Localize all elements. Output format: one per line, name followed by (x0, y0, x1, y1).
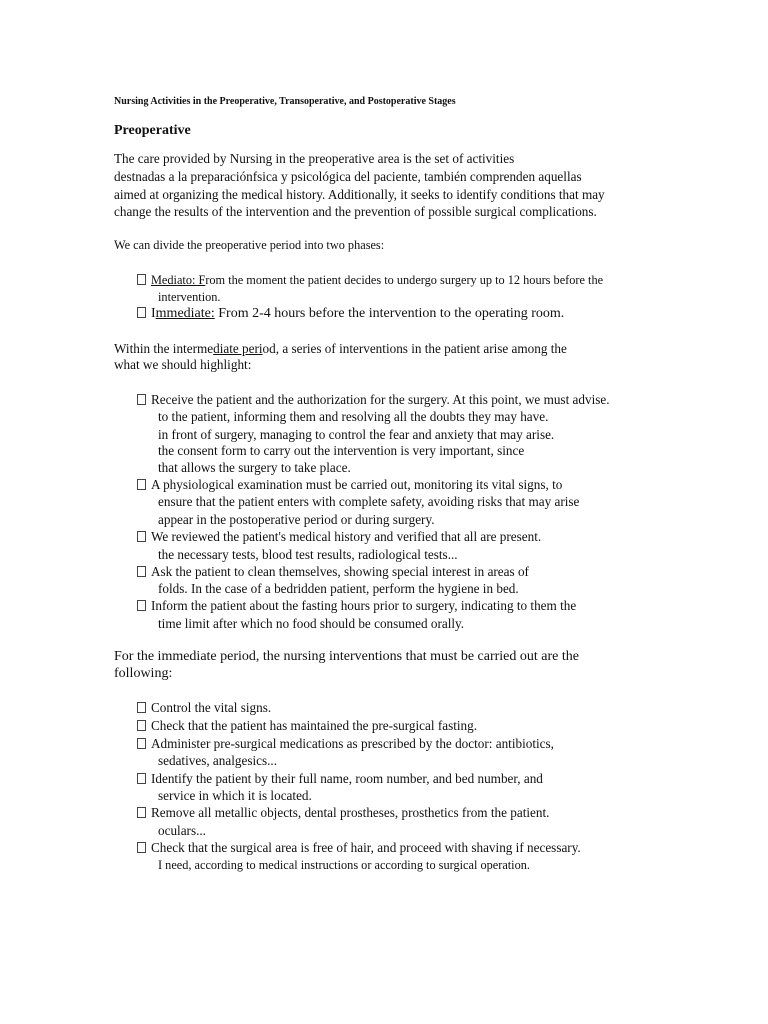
list-item (137, 717, 477, 734)
intro-line: change the results of the intervention and the prevention of possible surgical complications. (114, 204, 597, 219)
list-item (137, 699, 271, 716)
bullet-glyph-icon (137, 394, 146, 405)
intermediate-intro-line (114, 340, 567, 357)
phase-mediato (137, 272, 603, 289)
list-item (137, 476, 562, 493)
list-item-cont: in front of surgery, managing to control the fear and anxiety that may arise. (158, 427, 555, 442)
list-item-text: Identify the patient by their full name, room number, and bed number, and (151, 771, 543, 786)
bullet-glyph-icon (137, 773, 146, 784)
list-item-cont: oculars... (158, 823, 206, 838)
mediato-text: rom the moment the patient decides to undergo surgery up to 12 hours before the (205, 273, 604, 287)
intermediate-intro-b: diate peri (213, 341, 263, 356)
list-item-cont: time limit after which no food should be consumed orally. (158, 616, 465, 631)
bullet-glyph-icon (137, 720, 146, 731)
list-item-cont: appear in the postoperative period or during surgery. (158, 512, 435, 527)
list-item-text: A physiological examination must be carried out, monitoring its vital signs, to (151, 477, 563, 492)
list-item (137, 528, 541, 545)
list-item-text: Check that the patient has maintained the pre-surgical fasting. (151, 718, 478, 733)
intro-line: destnadas a la preparaciónfsica y psicológica del paciente, también comprenden aquellas (114, 169, 582, 184)
immediate-prefix: I (151, 306, 156, 321)
bullet-glyph-icon (137, 479, 146, 490)
bullet-glyph-icon (137, 307, 146, 318)
section-heading: Preoperative (114, 123, 191, 138)
bullet-glyph-icon (137, 842, 146, 853)
list-item-text: Receive the patient and the authorization for the surgery. At this point, we must advise. (151, 392, 610, 407)
list-item-cont: service in which it is located. (158, 788, 312, 803)
list-item-text: Control the vital signs. (151, 700, 272, 715)
list-item (137, 735, 554, 752)
intro-line: aimed at organizing the medical history. Additionally, it seeks to identify conditions that may (114, 187, 605, 202)
list-item-text: Remove all metallic objects, dental prostheses, prosthetics from the patient. (151, 805, 550, 820)
bullet-glyph-icon (137, 274, 146, 285)
list-item-cont: the consent form to carry out the intervention is very important, since (158, 443, 525, 458)
bullet-glyph-icon (137, 738, 146, 749)
bullet-glyph-icon (137, 531, 146, 542)
list-item (137, 391, 610, 408)
document-title: Nursing Activities in the Preoperative, Transoperative, and Postoperative Stages (114, 96, 456, 107)
list-item (137, 839, 581, 856)
list-item-cont: ensure that the patient enters with complete safety, avoiding risks that may arise (158, 494, 580, 509)
phase-immediate (137, 305, 564, 322)
list-item-cont: the necessary tests, blood test results, radiological tests... (158, 547, 458, 562)
intermediate-intro-c: od, a series of interventions in the patient arise among the (262, 341, 567, 356)
bullet-glyph-icon (137, 702, 146, 713)
list-item (137, 804, 549, 821)
list-item-text: Inform the patient about the fasting hours prior to surgery, indicating to them the (151, 598, 577, 613)
intermediate-intro-a: Within the interme (114, 341, 214, 356)
immediate-intro-line: For the immediate period, the nursing interventions that must be carried out are the (114, 649, 579, 664)
immediate-label: mmediate: (155, 306, 215, 321)
intermediate-intro-line: what we should highlight: (114, 357, 252, 372)
immediate-text: From 2-4 hours before the intervention to the operating room. (214, 306, 565, 321)
intro-line: The care provided by Nursing in the preoperative area is the set of activities (114, 151, 515, 166)
mediato-label: Mediato: F (151, 273, 206, 287)
list-item (137, 770, 543, 787)
list-item-cont: folds. In the case of a bedridden patient, perform the hygiene in bed. (158, 581, 519, 596)
list-item-text: We reviewed the patient's medical history and verified that all are present. (151, 529, 542, 544)
list-item-cont: I need, according to medical instructions or according to surgical operation. (158, 858, 530, 872)
phase-mediato-cont: intervention. (158, 290, 221, 304)
list-item-cont: that allows the surgery to take place. (158, 460, 351, 475)
bullet-glyph-icon (137, 566, 146, 577)
bullet-glyph-icon (137, 807, 146, 818)
bullet-glyph-icon (137, 600, 146, 611)
list-item-text: Administer pre-surgical medications as prescribed by the doctor: antibiotics, (151, 736, 554, 751)
list-item-cont: to the patient, informing them and resolving all the doubts they may have. (158, 409, 549, 424)
list-item (137, 597, 576, 614)
list-item (137, 563, 529, 580)
immediate-intro-line: following: (114, 666, 173, 681)
list-item-cont: sedatives, analgesics... (158, 753, 278, 768)
list-item-text: Check that the surgical area is free of hair, and proceed with shaving if necessary. (151, 840, 581, 855)
list-item-text: Ask the patient to clean themselves, showing special interest in areas of (151, 564, 529, 579)
phases-intro: We can divide the preoperative period into two phases: (114, 238, 385, 252)
